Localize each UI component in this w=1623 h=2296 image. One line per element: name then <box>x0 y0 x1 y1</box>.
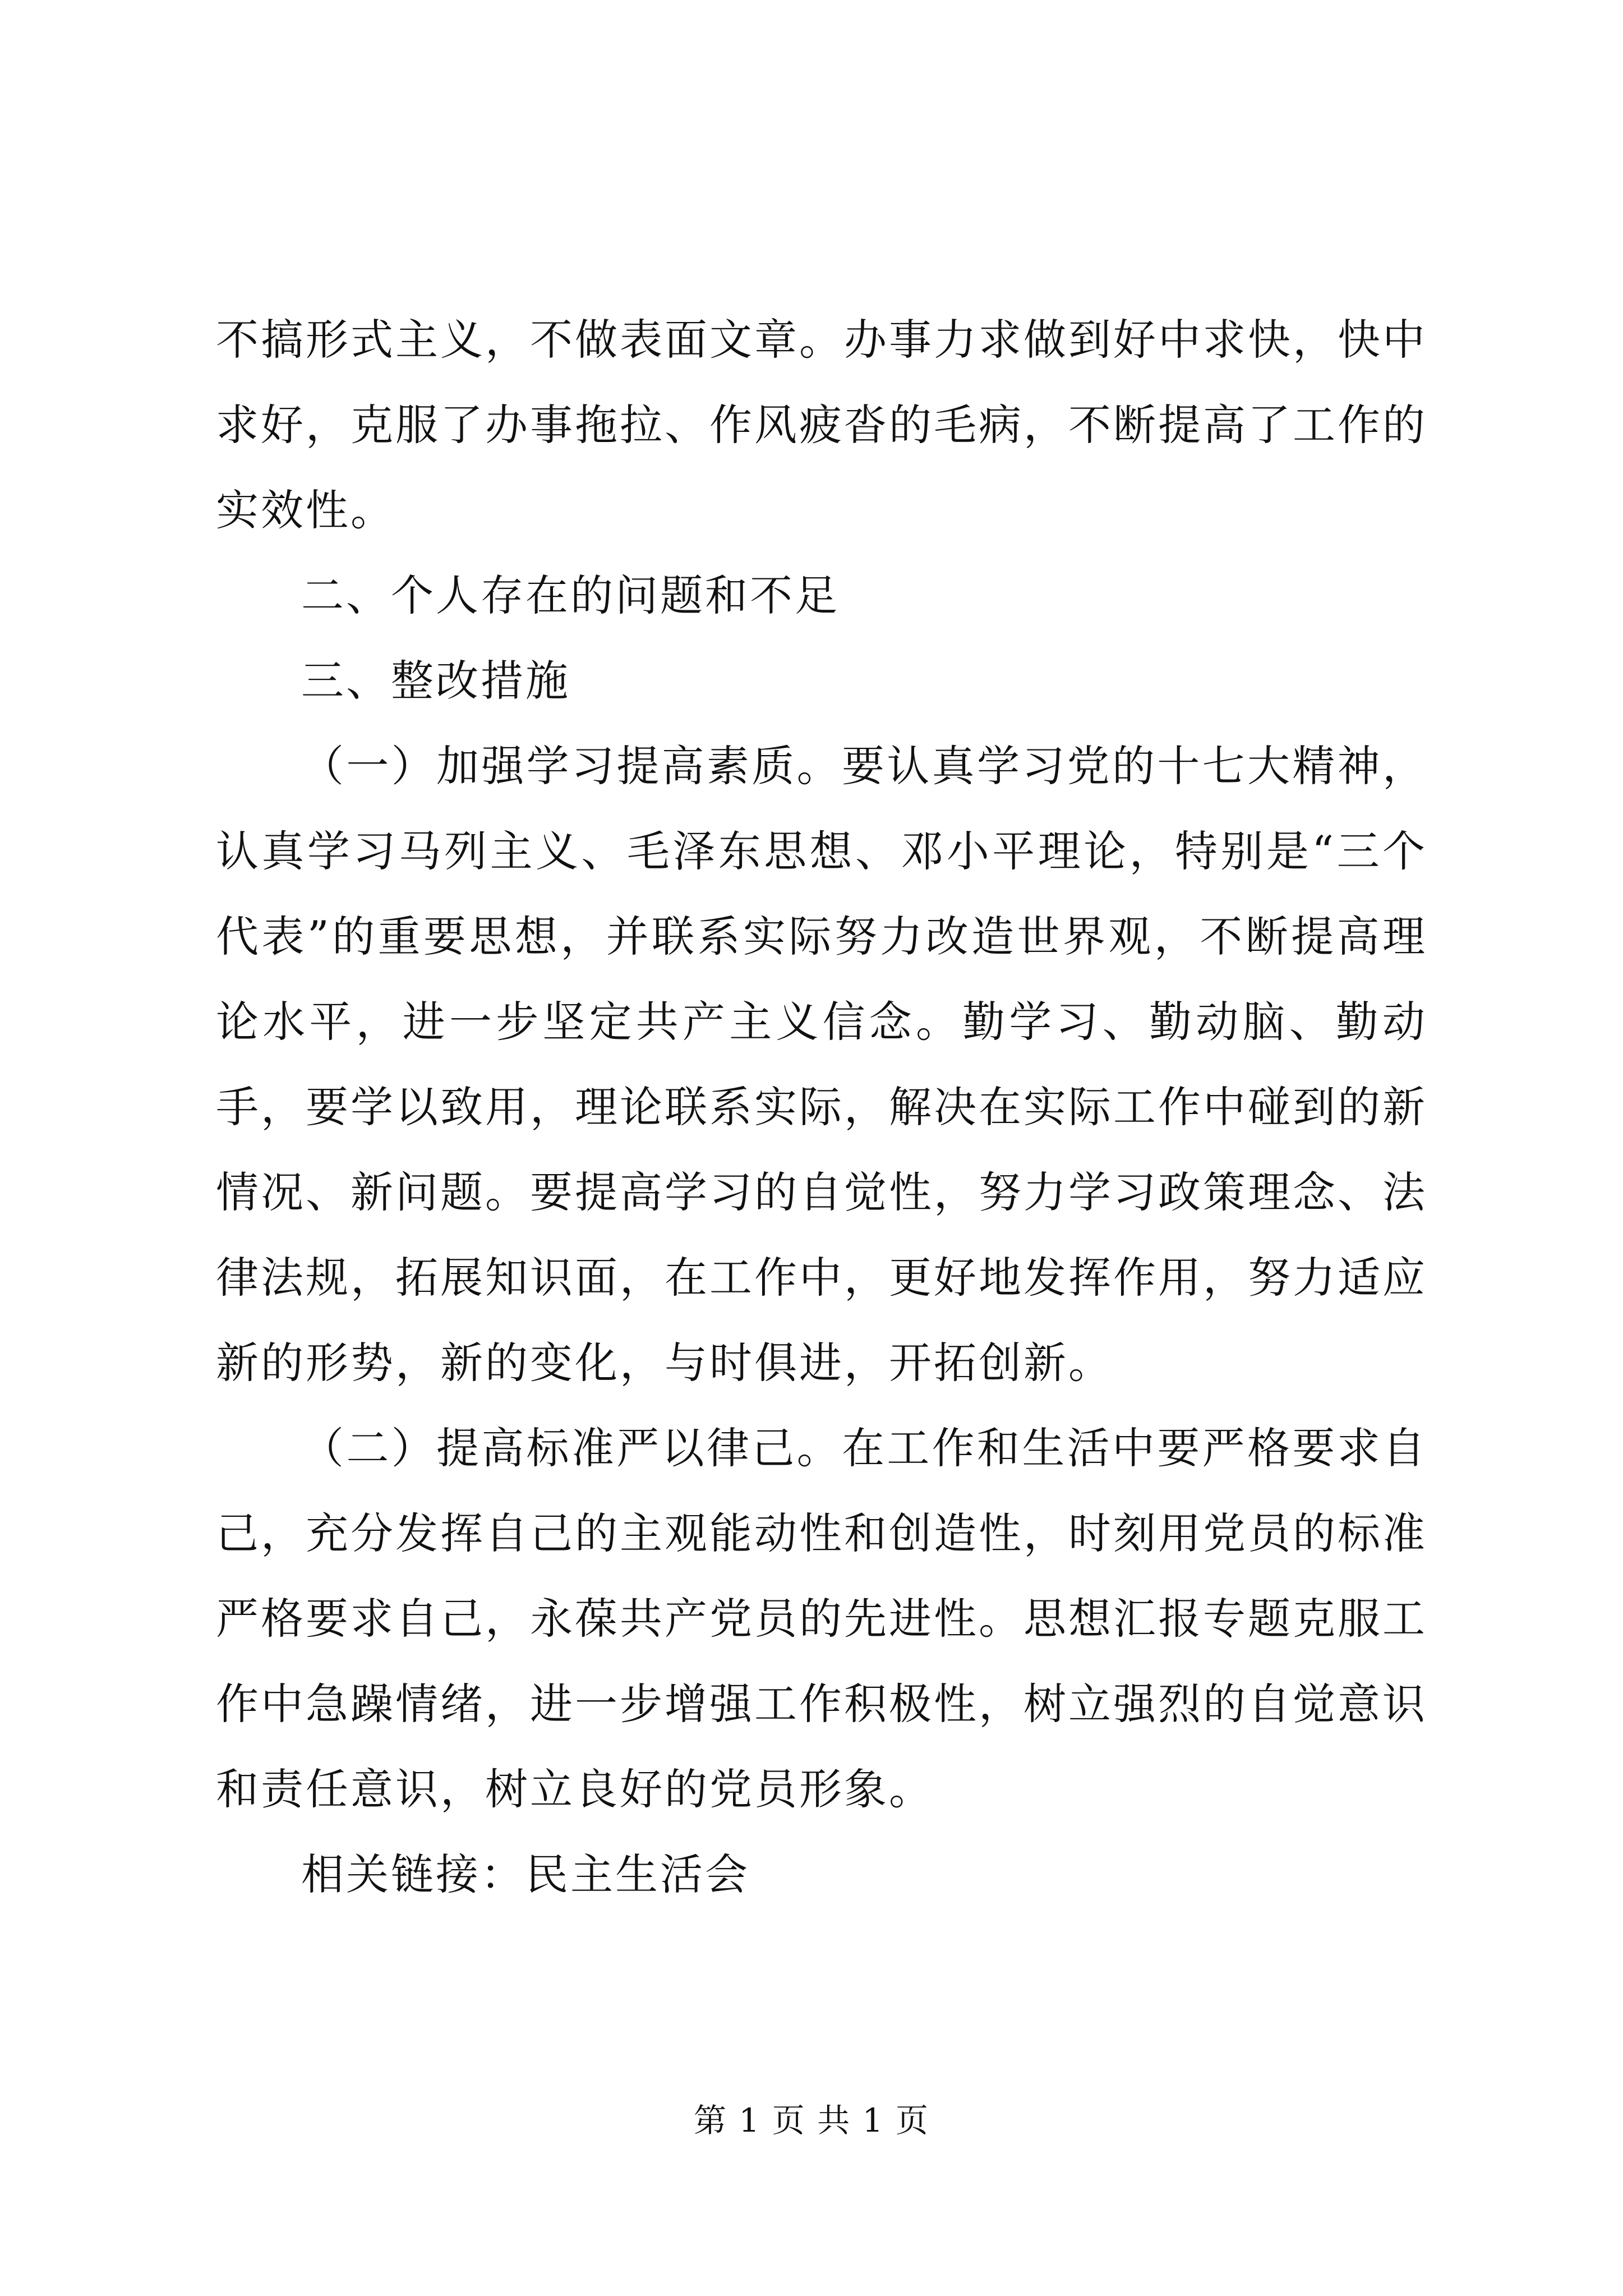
section-heading-measures: 三、整改措施 <box>301 656 570 706</box>
page-footer: 第 1 页 共 1 页 <box>694 2101 929 2139</box>
paragraph-continuation: 不搞形式主义，不做表面文章。办事力求做到好中求快，快中求好，克服了办事拖拉、作风疲沓的毛病，不断提高了工作的实效性。 <box>216 315 1427 535</box>
document-body <box>216 297 1427 1917</box>
paragraph-measure-2: （二）提高标准严以律己。在工作和生活中要严格要求自己，充分发挥自己的主观能动性和创造性，时刻用党员的标准严格要求自己，永葆共产党员的先进性。思想汇报专题克服工作中急躁情绪，进一步增强工作积极性，树立强烈的自觉意识和责任意识，树立良好的党员形象。 <box>216 1423 1427 1814</box>
paragraph-measure-1: （一）加强学习提高素质。要认真学习党的十七大精神，认真学习马列主义、毛泽东思想、邓小平理论，特别是“三个代表”的重要思想，并联系实际努力改造世界观，不断提高理论水平，进一步坚定共产主义信念。勤学习、勤动脑、勤动手，要学以致用，理论联系实际，解决在实际工作中碰到的新情况、新问题。要提高学习的自觉性，努力学习政策理念、法律法规，拓展知识面，在工作中，更好地发挥作用，努力适应新的形势，新的变化，与时俱进，开拓创新。 <box>216 741 1427 1388</box>
section-heading-problems: 二、个人存在的问题和不足 <box>301 570 840 620</box>
related-link: 相关链接：民主生活会 <box>301 1849 750 1899</box>
